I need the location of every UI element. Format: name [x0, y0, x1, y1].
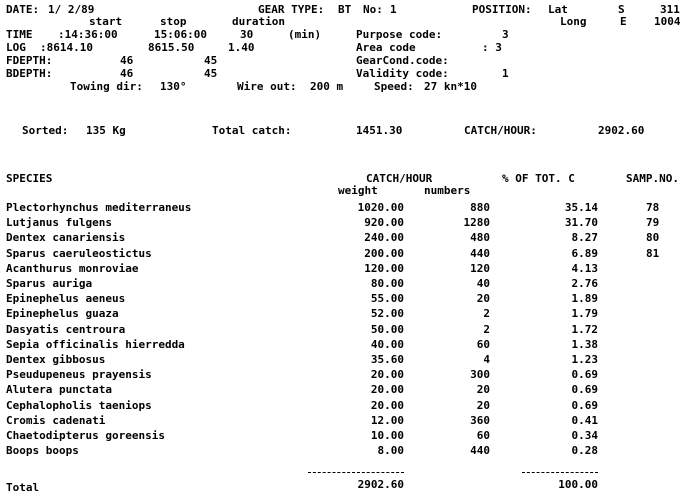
log-start: :8614.10 [40, 41, 93, 54]
validity-code-value: 1 [502, 67, 509, 80]
species-name: Epinephelus guaza [6, 307, 119, 321]
catch-weight: 920.00 [364, 216, 404, 230]
pct-of-total: 1.38 [571, 337, 598, 351]
bdepth-stop: 45 [204, 67, 218, 80]
species-name: Dentex gibbosus [6, 353, 106, 366]
catch-weight: 50.00 [370, 322, 404, 336]
species-name: Dentex canariensis [6, 231, 126, 245]
catch-weight: 10.00 [370, 429, 404, 442]
area-code-label: Area code [356, 41, 416, 54]
catch-numbers: 120 [470, 261, 490, 275]
catch-numbers: 40 [476, 277, 490, 290]
time-stop: 15:06:00 [154, 28, 207, 41]
col-subheader-weight: weight [338, 184, 378, 197]
species-name: Sparus auriga [6, 277, 93, 290]
pct-of-total: 4.13 [571, 261, 598, 275]
wire-out-label: Wire out: [237, 80, 297, 93]
species-name: Lutjanus fulgens [6, 216, 112, 230]
wire-out-value: 200 m [310, 80, 344, 93]
catch-per-hour-label: CATCH/HOUR: [464, 124, 537, 137]
pct-of-total: 1.23 [571, 353, 598, 366]
log-label: LOG [6, 41, 26, 54]
catch-numbers: 60 [476, 337, 490, 351]
col-header-pct-total: % OF TOT. C [502, 172, 575, 185]
species-name: Sparus caeruleostictus [6, 246, 152, 260]
sorted-label: Sorted: [22, 124, 69, 137]
time-unit: (min) [288, 28, 322, 41]
pct-of-total: 1.72 [571, 322, 598, 336]
pct-total-rule [522, 472, 598, 473]
pct-of-total: 35.14 [564, 201, 598, 214]
catch-weight: 40.00 [370, 337, 404, 351]
catch-numbers: 440 [470, 444, 490, 458]
species-name: Pseudupeneus prayensis [6, 368, 152, 382]
pct-of-total: 1.79 [571, 307, 598, 321]
catch-weight: 120.00 [364, 261, 404, 275]
lat-hemisphere: S [618, 3, 625, 16]
total-catch-label: Total catch: [212, 124, 292, 137]
station-value: 1 [390, 3, 397, 16]
col-header-samp-no: SAMP.NO. [626, 172, 679, 185]
total-catch-value: 1451.30 [356, 124, 403, 137]
sample-number: 79 [646, 216, 660, 230]
catch-numbers: 1280 [463, 216, 490, 230]
pct-of-total: 8.27 [571, 231, 598, 245]
time-duration: 30 [240, 28, 254, 41]
pct-of-total: 0.69 [571, 368, 598, 382]
species-name: Chaetodipterus goreensis [6, 429, 165, 442]
pct-of-total: 0.41 [571, 413, 598, 427]
pct-of-total: 0.69 [571, 383, 598, 397]
catch-weight: 200.00 [364, 246, 404, 260]
col-stop-label: stop [160, 15, 187, 28]
station-label: No: [363, 3, 383, 16]
lat-label: Lat [548, 3, 568, 16]
catch-weight: 80.00 [370, 277, 404, 290]
species-name: Plectorhynchus mediterraneus [6, 201, 192, 214]
total-weight: 2902.60 [357, 478, 404, 491]
sample-number: 81 [646, 246, 660, 260]
gear-type-value: BT [338, 3, 352, 16]
catch-numbers: 300 [470, 368, 490, 382]
long-value: 1004 [654, 15, 681, 28]
catch-numbers: 4 [483, 353, 490, 366]
towing-dir-label: Towing dir: [70, 80, 143, 93]
date-value: 1/ 2/89 [48, 3, 95, 16]
catch-numbers: 60 [476, 429, 490, 442]
pct-of-total: 31.70 [564, 216, 598, 230]
bdepth-start: 46 [120, 67, 134, 80]
col-header-catch-hour: CATCH/HOUR [366, 172, 433, 185]
sample-number: 78 [646, 201, 660, 214]
species-name: Acanthurus monroviae [6, 261, 139, 275]
catch-numbers: 2 [483, 322, 490, 336]
catch-numbers: 2 [483, 307, 490, 321]
towing-dir-value: 130° [160, 80, 187, 93]
catch-numbers: 20 [476, 398, 490, 412]
fdepth-stop: 45 [204, 54, 218, 67]
fdepth-start: 46 [120, 54, 134, 67]
sample-number: 80 [646, 231, 660, 245]
catch-weight: 52.00 [370, 307, 404, 321]
weight-total-rule [308, 472, 404, 473]
time-label: TIME [6, 28, 33, 41]
catch-numbers: 480 [470, 231, 490, 245]
catch-weight: 8.00 [377, 444, 404, 458]
bdepth-label: BDEPTH: [6, 67, 53, 80]
species-name: Alutera punctata [6, 383, 112, 397]
fdepth-label: FDEPTH: [6, 54, 53, 67]
catch-weight: 20.00 [370, 368, 404, 382]
purpose-code-label: Purpose code: [356, 28, 443, 41]
catch-weight: 12.00 [370, 413, 404, 427]
catch-weight: 20.00 [370, 383, 404, 397]
total-label: Total [6, 481, 40, 494]
sorted-value: 135 Kg [86, 124, 126, 137]
col-subheader-numbers: numbers [424, 184, 471, 197]
log-stop: 8615.50 [148, 41, 195, 54]
species-name: Epinephelus aeneus [6, 292, 126, 306]
species-name: Sepia officinalis hierredda [6, 337, 185, 351]
catch-weight: 55.00 [370, 292, 404, 306]
species-name: Boops boops [6, 444, 79, 458]
time-start: :14:36:00 [58, 28, 118, 41]
species-name: Dasyatis centroura [6, 322, 126, 336]
species-name: Cromis cadenati [6, 413, 106, 427]
catch-weight: 1020.00 [357, 201, 404, 214]
date-label: DATE: [6, 3, 40, 16]
speed-value: 27 kn*10 [424, 80, 477, 93]
purpose-code-value: 3 [502, 28, 509, 41]
log-duration: 1.40 [228, 41, 255, 54]
pct-of-total: 6.89 [571, 246, 598, 260]
catch-numbers: 20 [476, 292, 490, 306]
col-header-species: SPECIES [6, 172, 53, 185]
validity-code-label: Validity code: [356, 67, 449, 80]
col-start-label: start [89, 15, 123, 28]
catch-numbers: 360 [470, 413, 490, 427]
pct-of-total: 0.69 [571, 398, 598, 412]
gear-type-label: GEAR TYPE: [258, 3, 325, 16]
position-label: POSITION: [472, 3, 532, 16]
long-hemisphere: E [620, 15, 627, 28]
catch-numbers: 880 [470, 201, 490, 214]
catch-numbers: 440 [470, 246, 490, 260]
gearcond-code-label: GearCond.code: [356, 54, 449, 67]
pct-of-total: 0.28 [571, 444, 598, 458]
catch-weight: 240.00 [364, 231, 404, 245]
long-label: Long [560, 15, 587, 28]
catch-weight: 20.00 [370, 398, 404, 412]
pct-of-total: 0.34 [571, 429, 598, 442]
species-name: Cephalopholis taeniops [6, 398, 152, 412]
catch-weight: 35.60 [370, 353, 404, 366]
area-code-value: : 3 [482, 41, 502, 54]
total-pct: 100.00 [558, 478, 598, 491]
speed-label: Speed: [374, 80, 414, 93]
pct-of-total: 1.89 [571, 292, 598, 306]
catch-numbers: 20 [476, 383, 490, 397]
pct-of-total: 2.76 [571, 277, 598, 290]
catch-per-hour-value: 2902.60 [598, 124, 645, 137]
lat-value: 311 [660, 3, 680, 16]
col-duration-label: duration [232, 15, 285, 28]
